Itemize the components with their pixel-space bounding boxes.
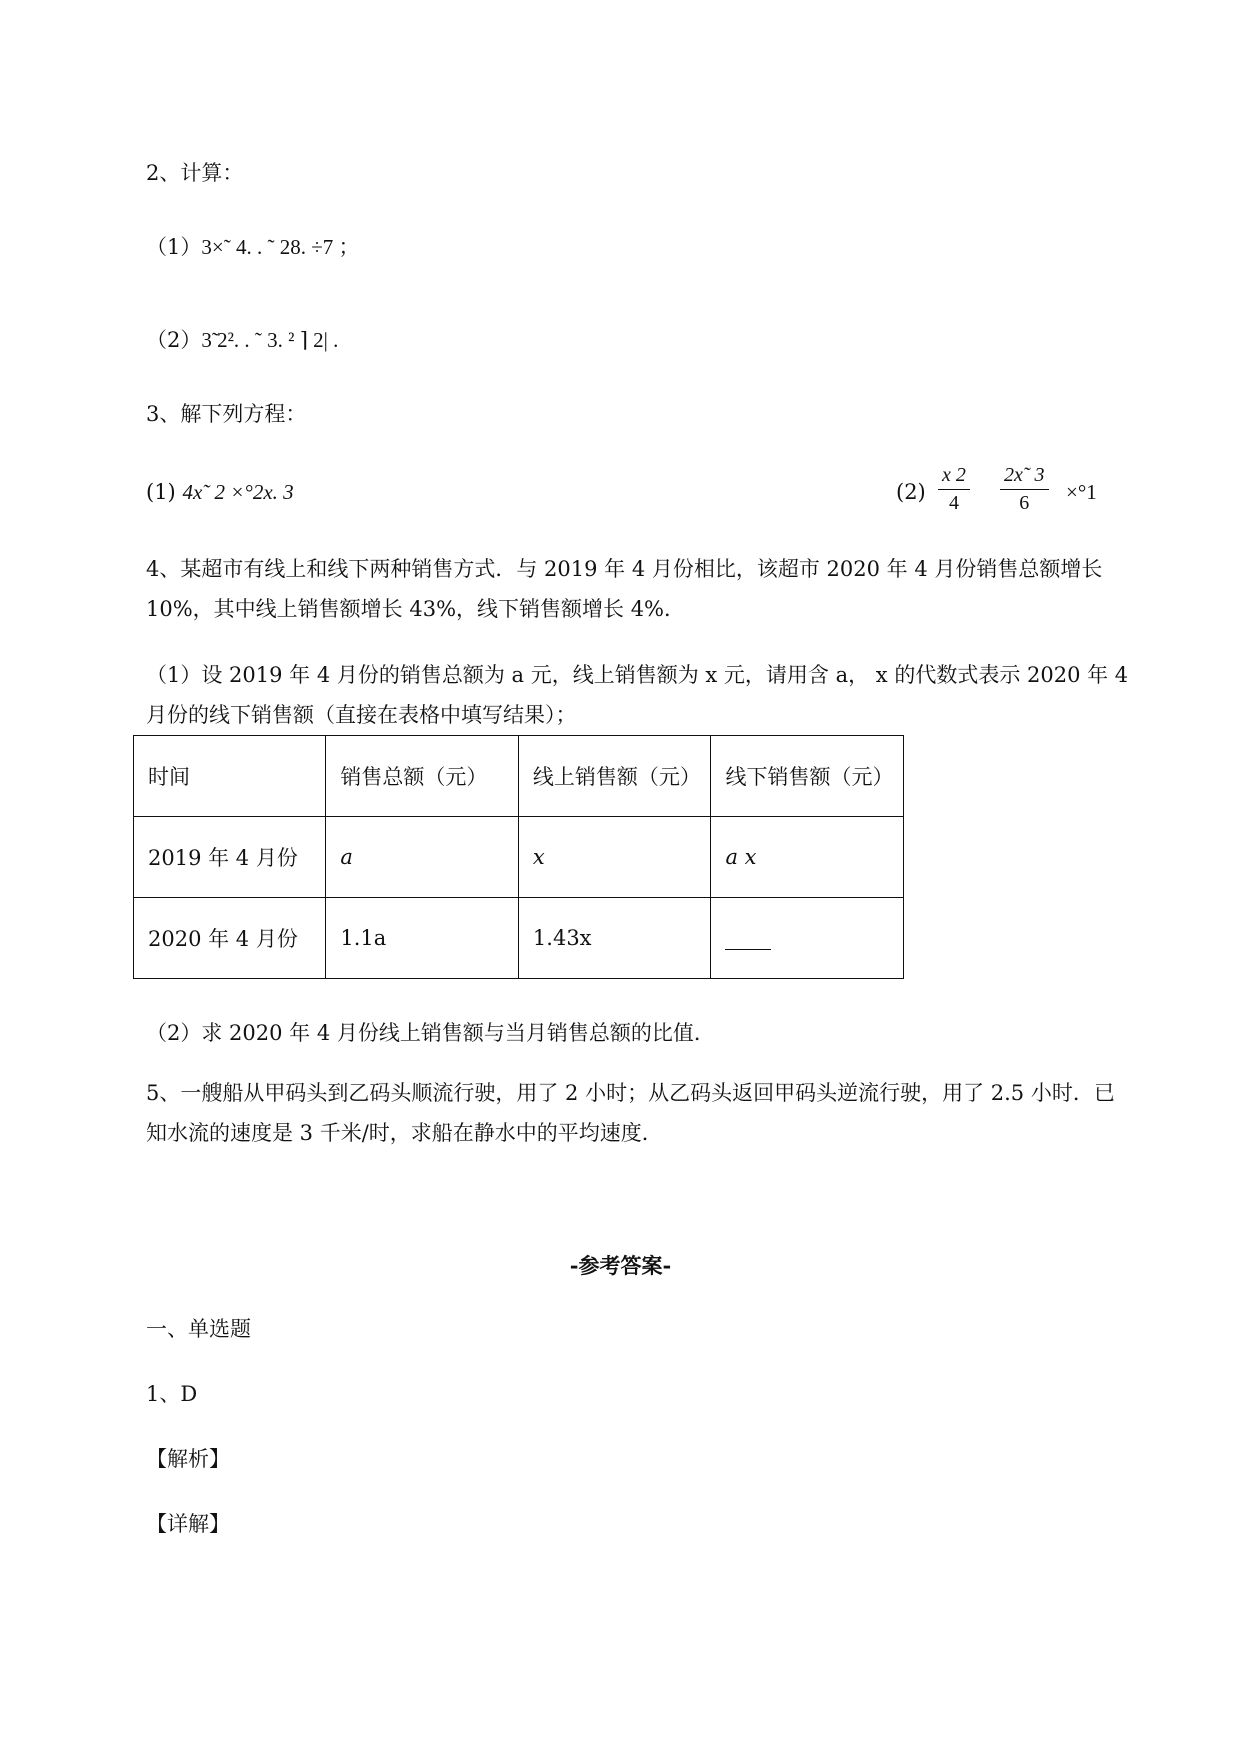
table-header-row [134, 736, 904, 817]
question-2-part-1 [146, 232, 359, 262]
math-expression: 4x˜ 2 ×°2x. 3 [182, 480, 294, 504]
part-label: （1） [146, 235, 202, 259]
table-cell: a [326, 817, 519, 898]
table-cell: 1.1a [326, 898, 519, 979]
table-cell: 2020 年 4 月份 [134, 898, 326, 979]
fraction-denominator: 6 [1019, 492, 1030, 514]
table-cell-answer-blank[interactable] [711, 898, 904, 979]
question-4-intro-line-2: 10%，其中线上销售额增长 43%，线下销售额增长 4%． [146, 597, 686, 621]
question-3-title: 3、解下列方程： [146, 402, 307, 426]
analysis-label: 【解析】 [146, 1447, 230, 1471]
question-4-part-2: （2）求 2020 年 4 月份线上销售额与当月销售总额的比值． [146, 1021, 715, 1045]
answer-item: 1、D [146, 1382, 198, 1406]
detail-label: 【详解】 [146, 1512, 230, 1536]
fraction-denominator: 4 [948, 492, 959, 514]
part-label: (1) [146, 480, 176, 504]
fraction-numerator: 2x˜ 3 [1000, 464, 1049, 490]
question-5-line-2: 知水流的速度是 3 千米/时，求船在静水中的平均速度． [146, 1121, 663, 1145]
fraction-left [938, 464, 970, 515]
sales-table [133, 735, 904, 979]
math-expression: 3̃ 2². . ˜ 3. ² ⌉ 2| . [201, 328, 339, 352]
table-header-cell: 线上销售额（元） [518, 736, 711, 817]
table-cell: 1.43x [518, 898, 711, 979]
equation-rhs: ×°1 [1066, 480, 1097, 504]
answers-header: -参考答案- [569, 1253, 672, 1278]
table-cell: a x [711, 817, 904, 898]
fraction-right [1000, 464, 1049, 515]
math-expression: 3×˜ 4. . ˜ 28. ÷7 ； [201, 235, 360, 259]
table-row [134, 898, 904, 979]
table-row [134, 817, 904, 898]
question-2-part-2 [146, 325, 338, 355]
question-4-part-1-line-2: 月份的线下销售额（直接在表格中填写结果）； [146, 703, 577, 727]
table-header-cell: 销售总额（元） [326, 736, 519, 817]
table-cell: x [518, 817, 711, 898]
fraction-numerator: x 2 [938, 464, 970, 490]
answers-section-title: 一、单选题 [146, 1317, 251, 1341]
part-label: (2) [896, 480, 926, 504]
question-4-part-1-line-1: （1）设 2019 年 4 月份的销售总额为 a 元，线上销售额为 x 元，请用含 a， x 的代数式表示 2020 年 4 [146, 663, 1129, 687]
table-cell: 2019 年 4 月份 [134, 817, 326, 898]
question-5-line-1: 5、一艘船从甲码头到乙码头顺流行驶，用了 2 小时；从乙码头返回甲码头逆流行驶，用了 2.5 小时．已 [146, 1081, 1115, 1105]
question-2-title: 2、计算： [146, 161, 244, 185]
part-label: （2） [146, 328, 202, 352]
table-header-cell: 时间 [134, 736, 326, 817]
question-4-intro-line-1: 4、某超市有线上和线下两种销售方式．与 2019 年 4 月份相比，该超市 2020 年 4 月份销售总额增长 [146, 557, 1103, 581]
question-3-part-1 [146, 477, 294, 507]
answer-blank[interactable] [725, 931, 771, 950]
table-header-cell: 线下销售额（元） [711, 736, 904, 817]
